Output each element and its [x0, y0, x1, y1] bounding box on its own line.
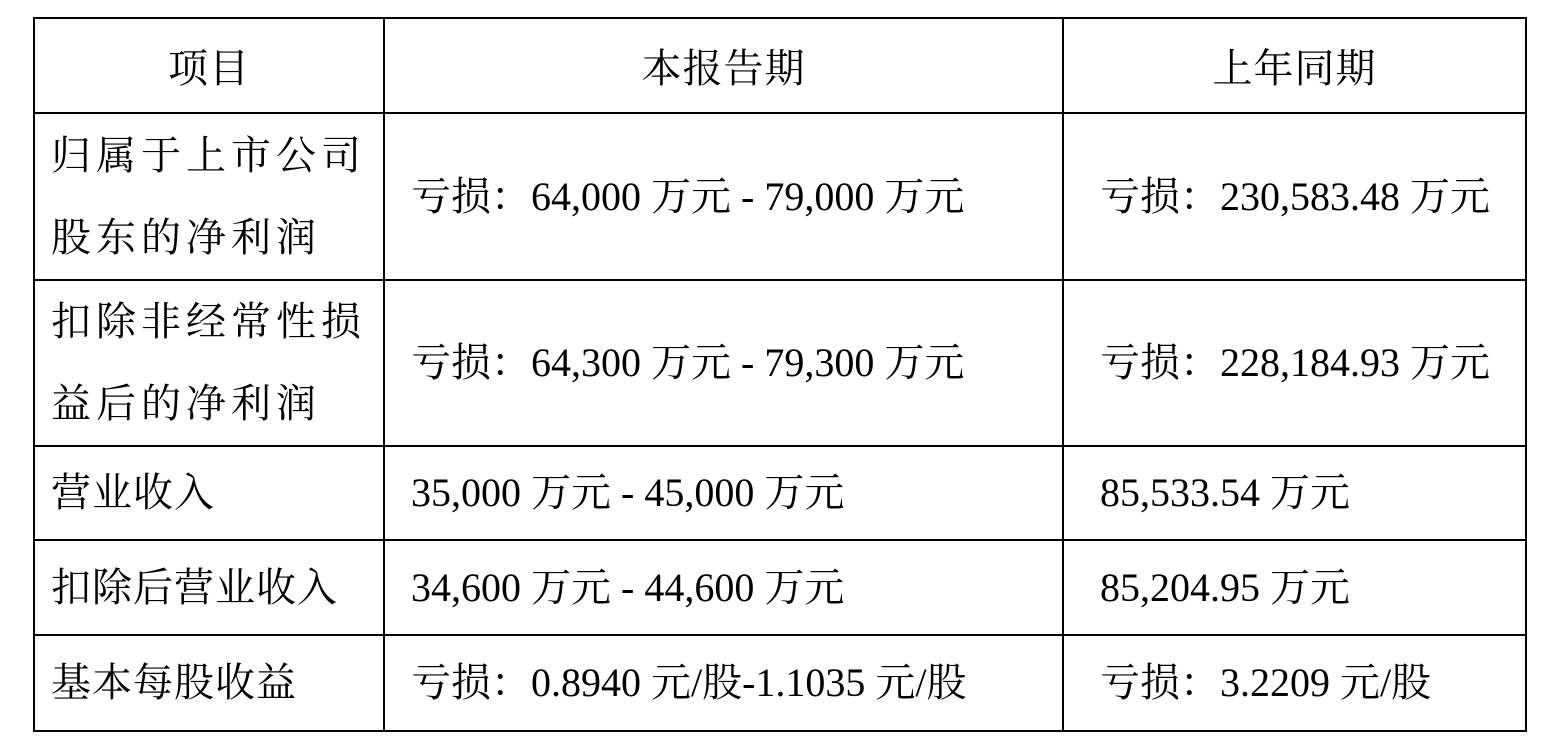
- cell-item-label: 扣除非经常性损益后的净利润: [34, 280, 384, 446]
- cell-current-value: 亏损：64,300 万元 - 79,300 万元: [384, 280, 1063, 446]
- cell-prior-value: 亏损：3.2209 元/股: [1063, 635, 1526, 731]
- table-row-operating-revenue: [34, 446, 1526, 540]
- cell-prior-value: 85,204.95 万元: [1063, 540, 1526, 635]
- financial-summary-table: [33, 17, 1527, 732]
- table-row-basic-eps: [34, 635, 1526, 731]
- cell-current-value: 亏损：64,000 万元 - 79,000 万元: [384, 113, 1063, 280]
- table-row-net-profit-excl-nonrecurring: [34, 280, 1526, 446]
- cell-item-label: 基本每股收益: [34, 635, 384, 731]
- document-page: [33, 17, 1525, 727]
- header-cell-current-period: 本报告期: [384, 18, 1063, 113]
- table-row-net-profit: [34, 113, 1526, 280]
- cell-item-label: 营业收入: [34, 446, 384, 540]
- cell-current-value: 34,600 万元 - 44,600 万元: [384, 540, 1063, 635]
- table-header-row: [34, 18, 1526, 113]
- cell-prior-value: 亏损：228,184.93 万元: [1063, 280, 1526, 446]
- cell-prior-value: 亏损：230,583.48 万元: [1063, 113, 1526, 280]
- cell-item-label: 扣除后营业收入: [34, 540, 384, 635]
- cell-prior-value: 85,533.54 万元: [1063, 446, 1526, 540]
- header-cell-prior-period: 上年同期: [1063, 18, 1526, 113]
- cell-item-label: 归属于上市公司股东的净利润: [34, 113, 384, 280]
- table-row-revenue-after-deduction: [34, 540, 1526, 635]
- cell-current-value: 35,000 万元 - 45,000 万元: [384, 446, 1063, 540]
- header-cell-item: 项目: [34, 18, 384, 113]
- cell-current-value: 亏损：0.8940 元/股-1.1035 元/股: [384, 635, 1063, 731]
